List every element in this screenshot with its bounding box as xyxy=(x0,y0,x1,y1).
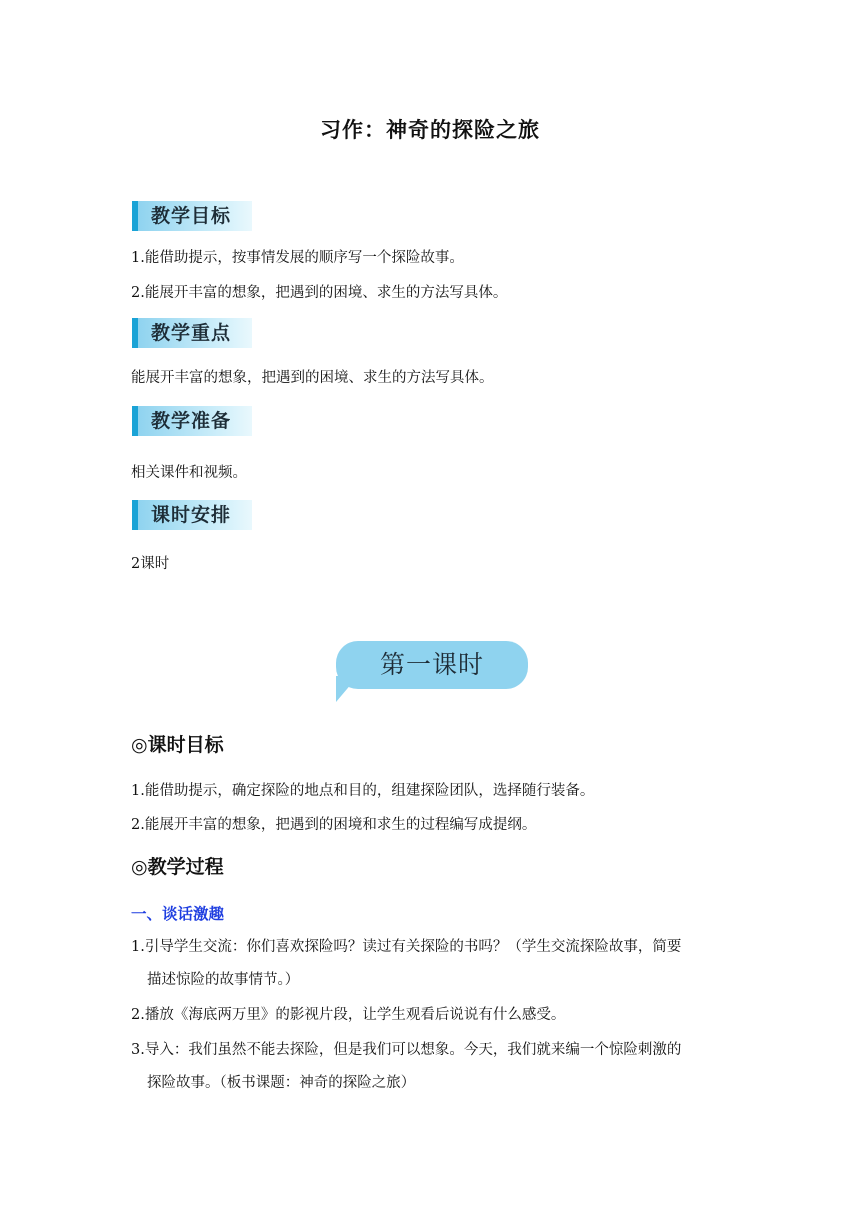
lesson-goals-heading: ◎课时目标 xyxy=(131,734,224,756)
section-label-goals: 教学目标 xyxy=(132,201,252,231)
section-label-schedule: 课时安排 xyxy=(132,500,252,530)
lesson-goal-item-2: 2.能展开丰富的想象，把遇到的困境和求生的过程编写成提纲。 xyxy=(131,817,537,833)
goal-item-2: 2.能展开丰富的想象，把遇到的困境、求生的方法写具体。 xyxy=(131,285,508,301)
step1-item-1-line1: 1.引导学生交流：你们喜欢探险吗？读过有关探险的书吗？（学生交流探险故事，简要 xyxy=(131,939,682,955)
schedule-text: 2课时 xyxy=(131,556,170,572)
goal-item-1: 1.能借助提示，按事情发展的顺序写一个探险故事。 xyxy=(131,250,464,266)
step1-item-2: 2.播放《海底两万里》的影视片段，让学生观看后说说有什么感受。 xyxy=(131,1007,566,1023)
step1-heading: 一、谈话激趣 xyxy=(131,905,225,923)
page-title: 习作：神奇的探险之旅 xyxy=(320,118,540,142)
lesson-bubble: 第一课时 xyxy=(336,641,528,689)
step1-item-3-line1: 3.导入：我们虽然不能去探险，但是我们可以想象。今天，我们就来编一个惊险刺激的 xyxy=(131,1042,682,1058)
section-label-focus: 教学重点 xyxy=(132,318,252,348)
focus-text: 能展开丰富的想象，把遇到的困境、求生的方法写具体。 xyxy=(131,370,494,386)
step1-item-3-line2: 探险故事。（板书课题：神奇的探险之旅） xyxy=(147,1075,416,1091)
lesson-goal-item-1: 1.能借助提示，确定探险的地点和目的，组建探险团队，选择随行装备。 xyxy=(131,783,595,799)
section-label-prep: 教学准备 xyxy=(132,406,252,436)
step1-item-1-line2: 描述惊险的故事情节。） xyxy=(147,972,300,988)
prep-text: 相关课件和视频。 xyxy=(131,465,247,481)
process-heading: ◎教学过程 xyxy=(131,856,224,878)
